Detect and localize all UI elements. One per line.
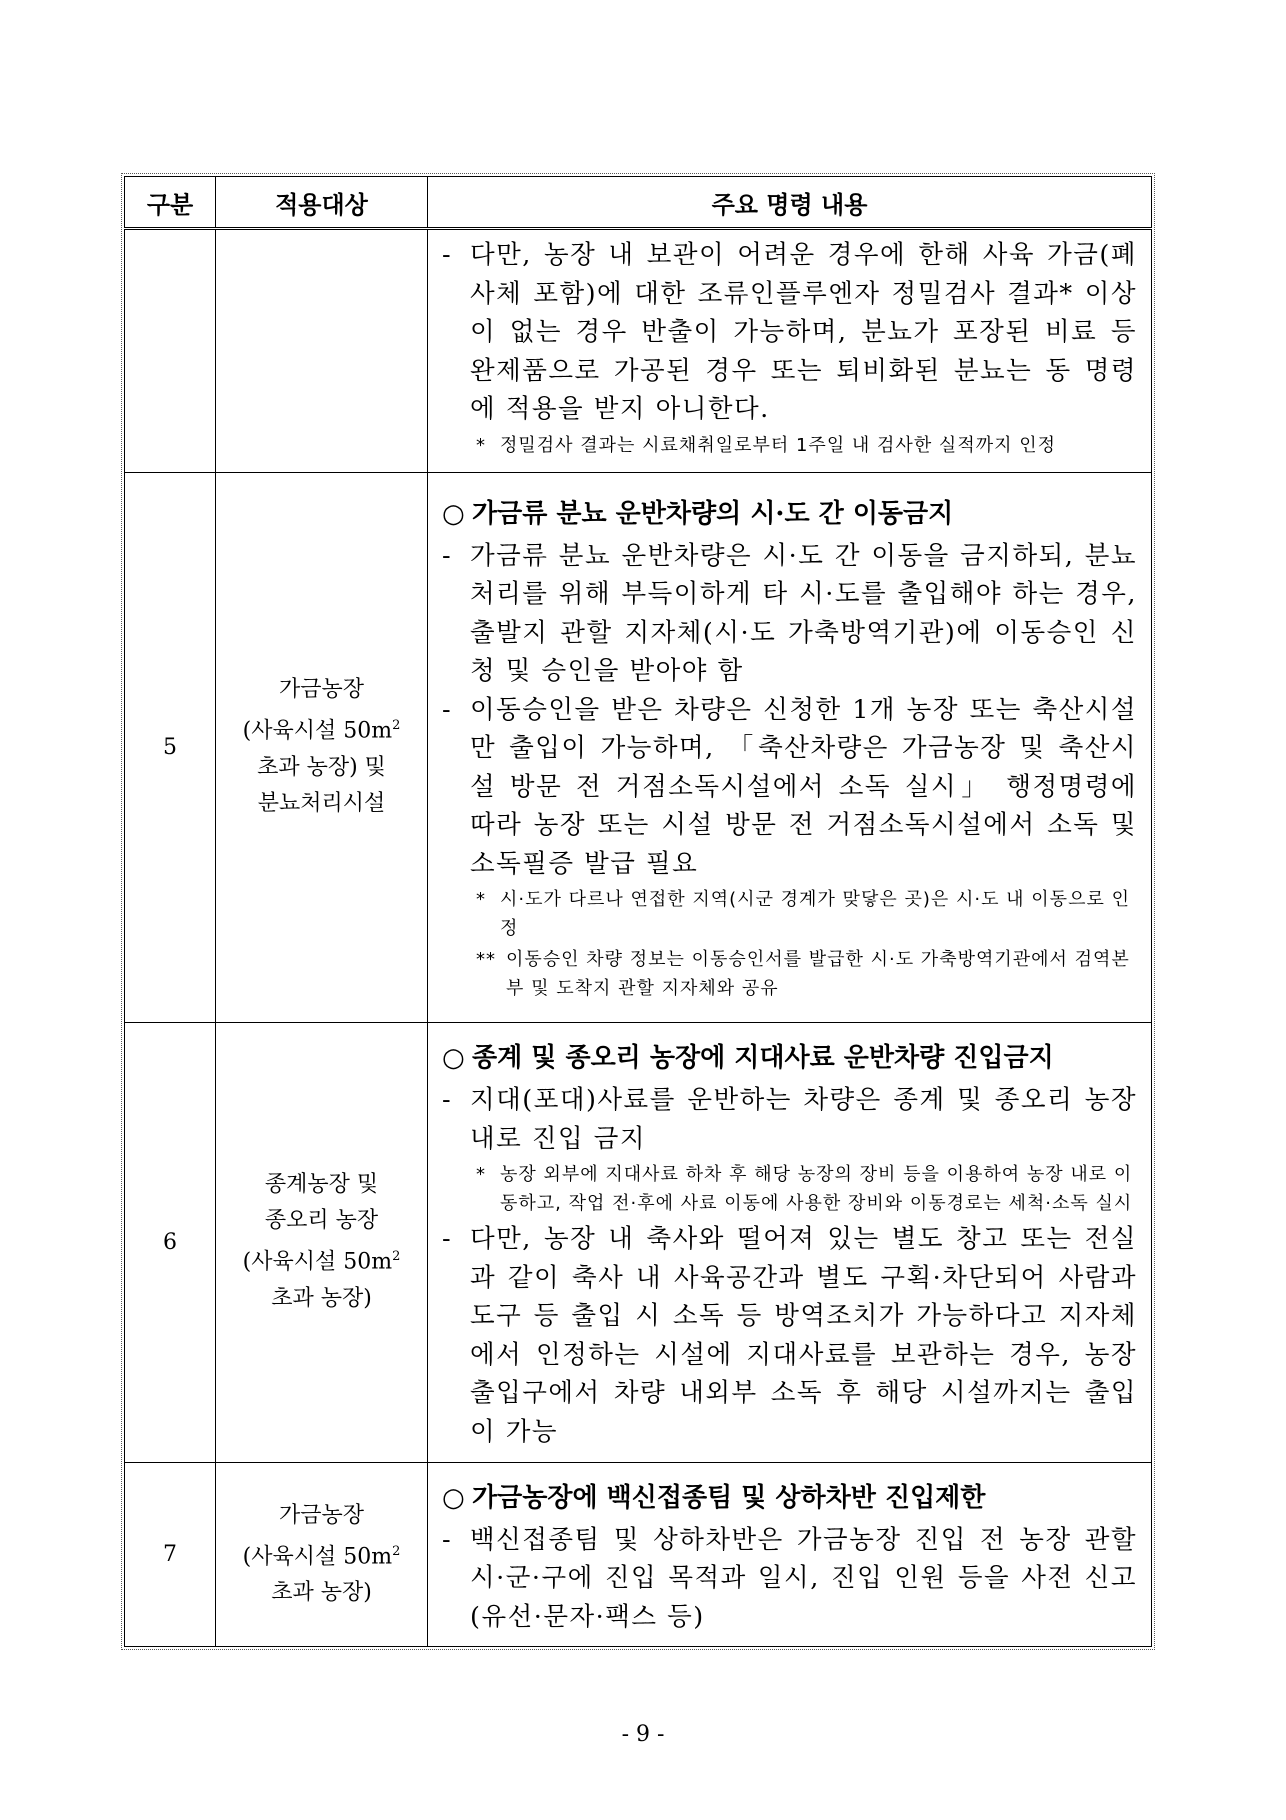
circle-bullet-icon: ○ <box>442 1482 465 1513</box>
circle-bullet-icon: ○ <box>442 498 465 529</box>
bullet-paragraph: - 다만, 농장 내 축사와 떨어져 있는 별도 창고 또는 전실과 같이 축사 내 사육공간과 별도 구획·차단되어 사람과 도구 등 출입 시 소독 등 방역조치가 가능하다고 지자체에서 인정하는 시설에 지대사료를 보관하는 경우, 농장 출입구에서 차량 내외부 소독 후 해당 시설까지는 출입이 가능 <box>442 1224 1137 1447</box>
bullet-paragraph: - 백신접종팀 및 상하차반은 가금농장 진입 전 농장 관할 시·군·구에 진입 목적과 일시, 진입 인원 등을 사전 신고(유선·문자·팩스 등) <box>442 1524 1137 1632</box>
row-target: 종계농장 및 종오리 농장 (사육시설 $50m^2$ 초과 농장) <box>216 1022 428 1462</box>
row-number: 6 <box>125 1022 216 1462</box>
row-number: 5 <box>125 472 216 1022</box>
row-content <box>428 229 1152 473</box>
section-heading: ○ 가금농장에 백신접종팀 및 상하차반 진입제한 <box>442 1479 1137 1517</box>
table-header-row <box>125 177 1152 229</box>
table-row-continuation <box>125 229 1152 473</box>
row-target <box>216 229 428 473</box>
footnote: ** 이동승인 차량 정보는 이동승인서를 발급한 시·도 가축방역기관에서 검역본부 및 도착지 관할 지자체와 공유 <box>476 949 1130 1000</box>
row-number <box>125 229 216 473</box>
table-row-5 <box>125 472 1152 1022</box>
footnote: * 정밀검사 결과는 시료채취일로부터 1주일 내 검사한 실적까지 인정 <box>476 434 1056 456</box>
bullet-paragraph: - 가금류 분뇨 운반차량은 시·도 간 이동을 금지하되, 분뇨 처리를 위해 부득이하게 타 시·도를 출입해야 하는 경우, 출발지 관할 지자체(시·도 가축방역기관)에 이동승인 신청 및 승인을 받아야 함 <box>442 540 1137 687</box>
row-target: 가금농장 (사육시설 $50m^2$ 초과 농장) 및 분뇨처리시설 <box>216 472 428 1022</box>
section-heading: ○ 가금류 분뇨 운반차량의 시·도 간 이동금지 <box>442 495 1137 533</box>
section-heading: ○ 종계 및 종오리 농장에 지대사료 운반차량 진입금지 <box>442 1039 1137 1077</box>
row-content <box>428 472 1152 1022</box>
header-target: 적용대상 <box>216 177 428 229</box>
row-content <box>428 1022 1152 1462</box>
table-row-7 <box>125 1462 1152 1647</box>
table-row-6 <box>125 1022 1152 1462</box>
row-content <box>428 1462 1152 1647</box>
bullet-paragraph: - 다만, 농장 내 보관이 어려운 경우에 한해 사육 가금(폐사체 포함)에 대한 조류인플루엔자 정밀검사 결과* 이상이 없는 경우 반출이 가능하며, 분뇨가 포장된 비료 등 완제품으로 가공된 경우 또는 퇴비화된 분뇨는 동 명령에 적용을 받지 아니한다. <box>442 240 1137 424</box>
page-number: - 9 - <box>621 1722 665 1747</box>
bullet-paragraph: - 이동승인을 받은 차량은 신청한 1개 농장 또는 축산시설만 출입이 가능하며, 「축산차량은 가금농장 및 축산시설 방문 전 거점소독시설에서 소독 실시」 행정명령에 따라 농장 또는 시설 방문 전 거점소독시설에서 소독 및 소독필증 발급 필요 <box>442 694 1137 879</box>
row-target: 가금농장 (사육시설 $50m^2$ 초과 농장) <box>216 1462 428 1647</box>
header-content: 주요 명령 내용 <box>428 177 1152 229</box>
command-table <box>124 176 1152 1647</box>
row-number: 7 <box>125 1462 216 1647</box>
footnote: * 농장 외부에 지대사료 하차 후 해당 농장의 장비 등을 이용하여 농장 내로 이동하고, 작업 전·후에 사료 이동에 사용한 장비와 이동경로는 세척·소독 실시 <box>476 1164 1133 1214</box>
bullet-paragraph: - 지대(포대)사료를 운반하는 차량은 종계 및 종오리 농장 내로 진입 금지 <box>442 1085 1137 1154</box>
footnote: * 시·도가 다르나 연접한 지역(시군 경계가 맞닿은 곳)은 시·도 내 이동으로 인정 <box>476 889 1130 940</box>
header-category: 구분 <box>125 177 216 229</box>
circle-bullet-icon: ○ <box>442 1043 465 1073</box>
